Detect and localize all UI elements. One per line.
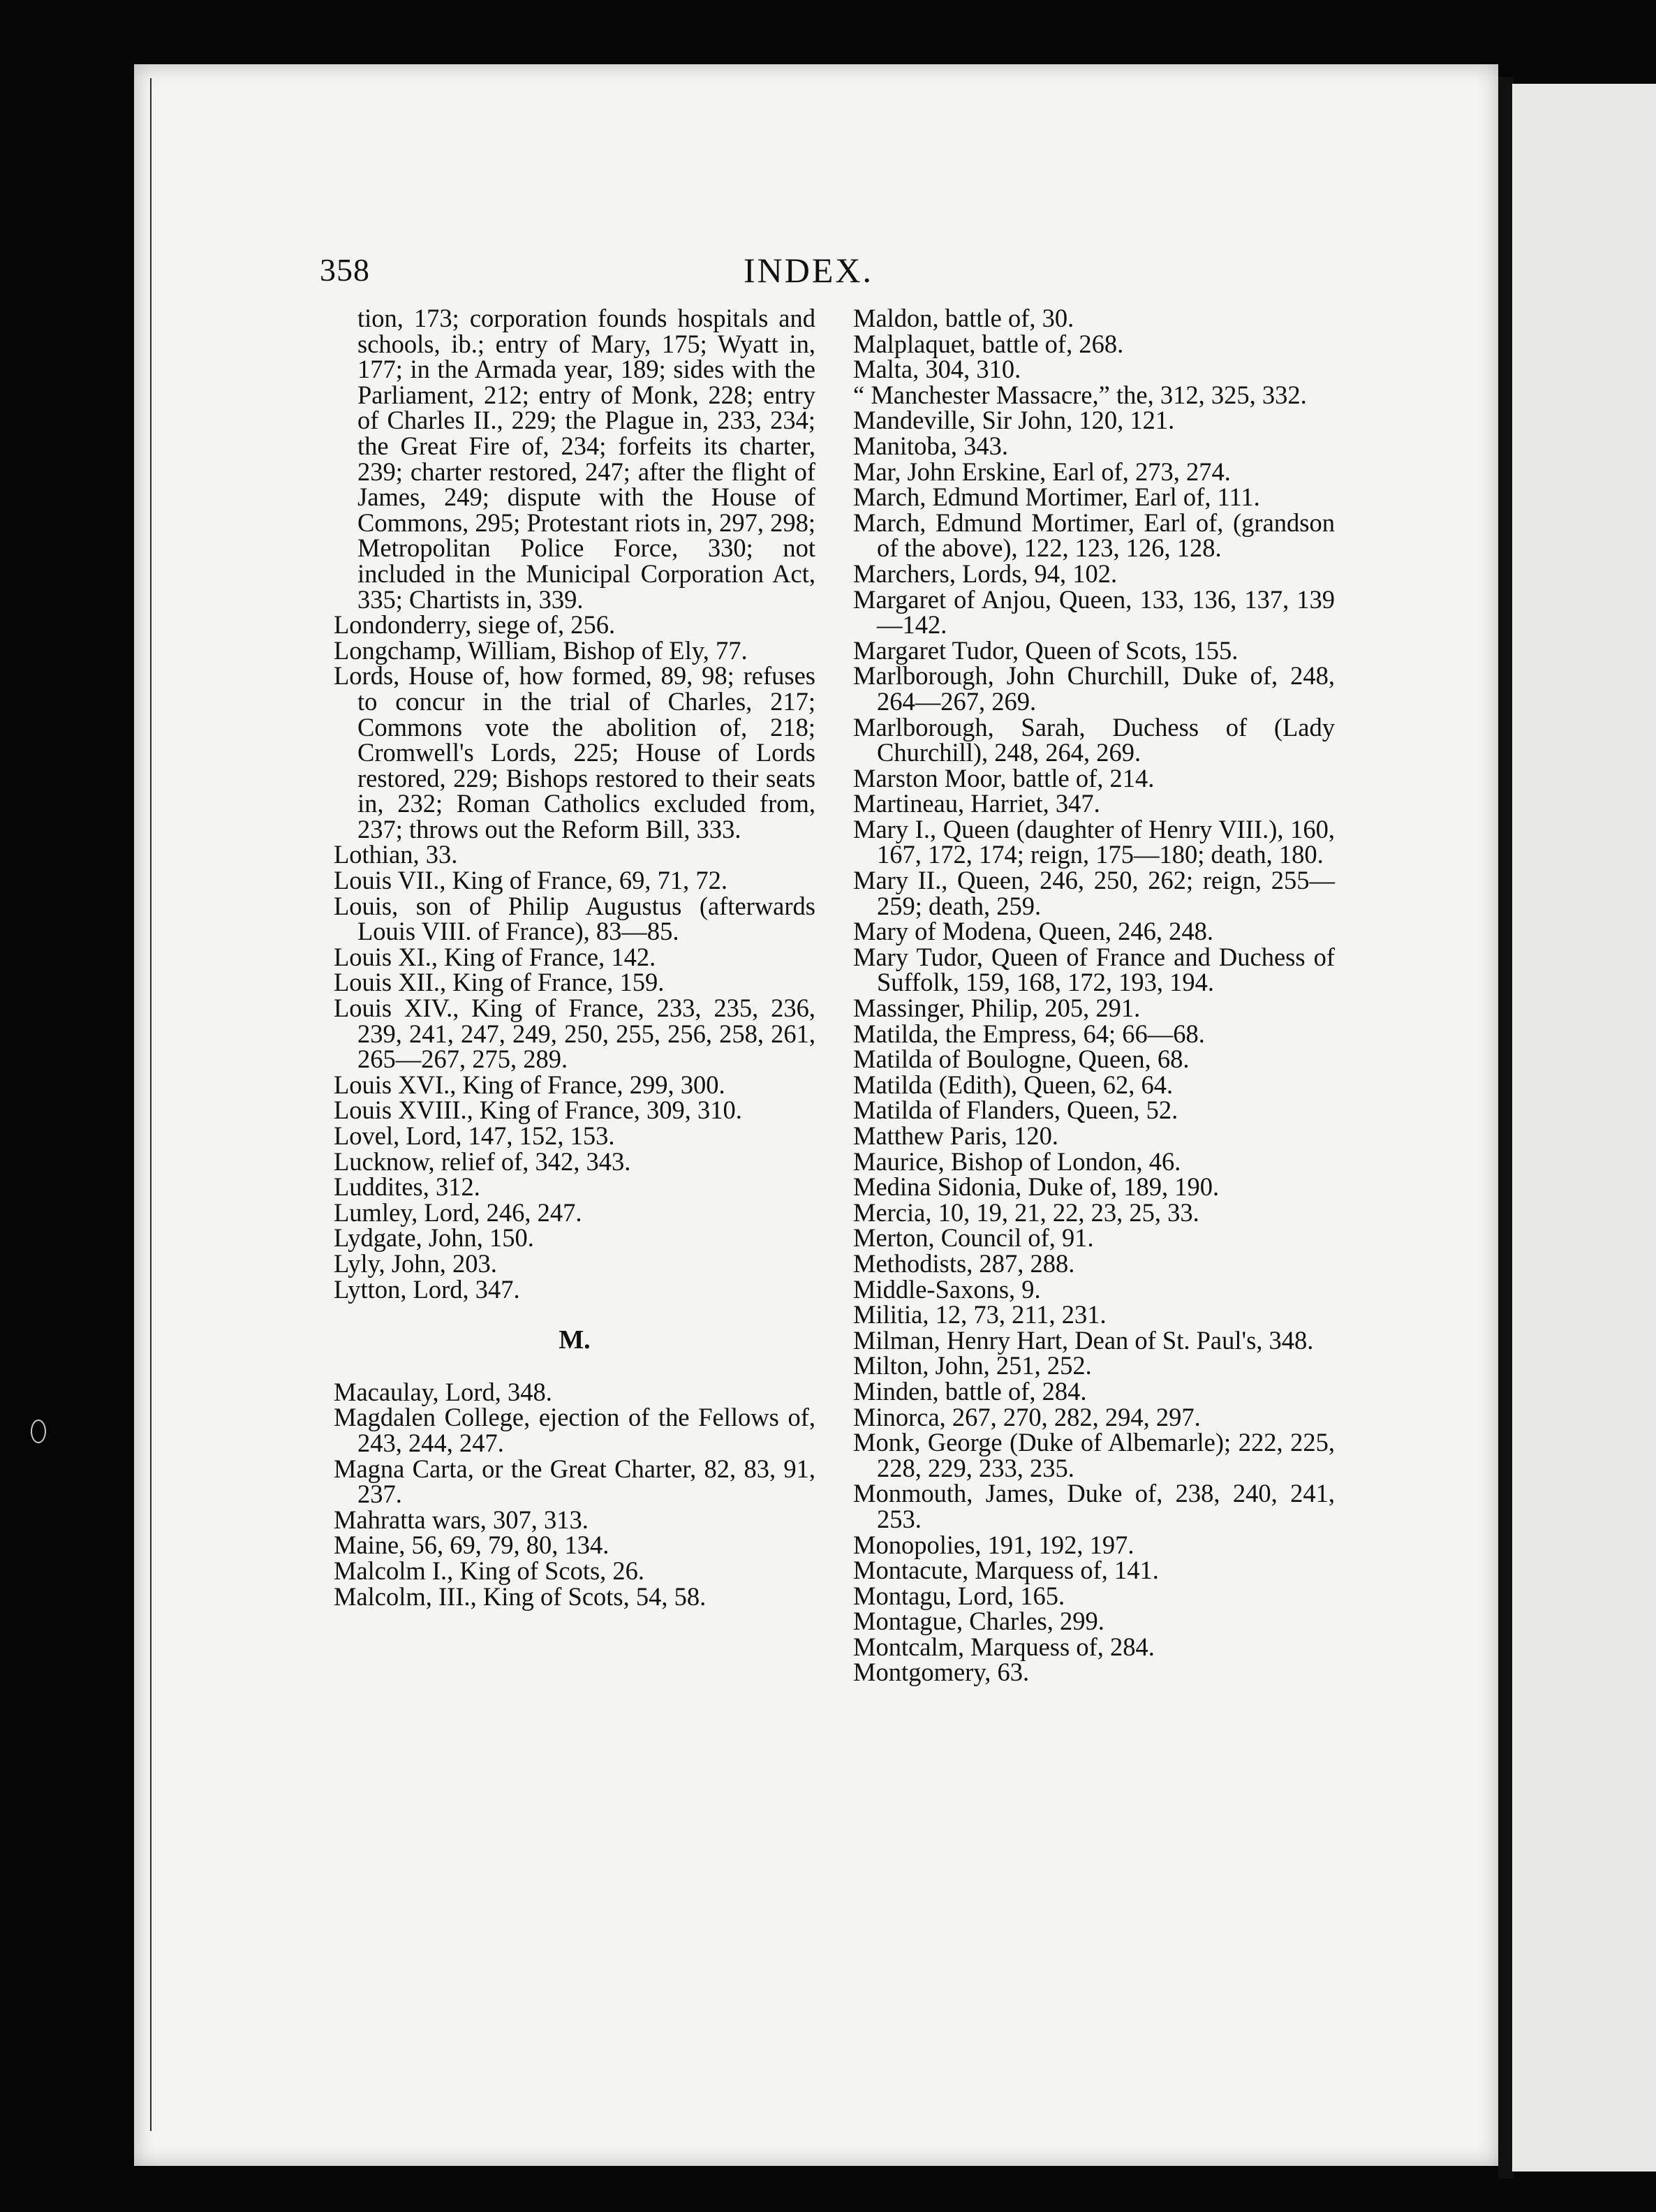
index-column-left <box>334 306 815 1609</box>
index-entries-m-left <box>334 1377 815 1611</box>
margin-ring-mark <box>31 1420 46 1443</box>
index-entry: Matilda, the Empress, 64; 66—68. <box>853 1019 1205 1048</box>
index-entry: Lothian, 33. <box>334 840 458 869</box>
index-entry: Louis VII., King of France, 69, 71, 72. <box>334 866 727 895</box>
index-entry: Londonderry, siege of, 256. <box>334 610 616 640</box>
index-entry: Magdalen College, ejection of the Fellows of, 243, 244, 247. <box>334 1403 815 1457</box>
index-entry: “ Manchester Massacre,” the, 312, 325, 332. <box>853 380 1307 409</box>
index-entry: Marlborough, John Churchill, Duke of, 248, 264—267, 269. <box>853 661 1335 716</box>
section-letter-m: M. <box>559 1325 591 1355</box>
index-entry: Montcalm, Marquess of, 284. <box>853 1632 1155 1661</box>
index-entry: Lytton, Lord, 347. <box>334 1274 520 1304</box>
index-entry: Louis XIV., King of France, 233, 235, 236, 239, 241, 247, 249, 250, 255, 256, 258, 261, 265—267, 275, 289. <box>334 994 815 1074</box>
page-edge-line <box>150 78 151 2131</box>
index-entry: Longchamp, William, Bishop of Ely, 77. <box>334 635 748 665</box>
index-entry-continuation: tion, 173; corporation founds hospitals and schools, ib.; entry of Mary, 175; Wyatt in, 177; in the Armada year, 189; sides with the Parliament, 212; entry of Monk, 228; entry of Charles II., 229; the Plague in, 233, 234; the Great Fire of, 234; forfeits its charter, 239; charter restored, 247; after the flight of James, 249; dispute with the House of Commons, 295; Protestant riots in, 297, 298; Metropolitan Police Force, 330; not included in the Municipal Corporation Act, 335; Chartists in, 339. <box>357 304 816 614</box>
index-entry: Minorca, 267, 270, 282, 294, 297. <box>853 1402 1201 1431</box>
index-entry: Maurice, Bishop of London, 46. <box>853 1146 1181 1176</box>
index-entry: Mar, John Erskine, Earl of, 273, 274. <box>853 457 1231 486</box>
facing-page-shadow <box>1498 77 1514 2178</box>
index-entry: Marchers, Lords, 94, 102. <box>853 559 1118 588</box>
index-entry: Montagu, Lord, 165. <box>853 1581 1065 1610</box>
index-entries-m-right <box>853 306 1335 1686</box>
index-entry: Lyly, John, 203. <box>334 1248 497 1278</box>
index-entry: Mary of Modena, Queen, 246, 248. <box>853 917 1213 946</box>
index-entry: Louis XVI., King of France, 299, 300. <box>334 1070 725 1099</box>
facing-page-edge <box>1512 84 1656 2172</box>
index-entry: Montacute, Marquess of, 141. <box>853 1556 1159 1585</box>
index-entry: Methodists, 287, 288. <box>853 1248 1075 1278</box>
index-entry: Mary II., Queen, 246, 250, 262; reign, 255—259; death, 259. <box>853 866 1335 920</box>
index-entry: Malta, 304, 310. <box>853 355 1021 384</box>
page-number: 358 <box>320 252 370 288</box>
index-entry: Malcolm I., King of Scots, 26. <box>334 1556 645 1585</box>
index-entry: Milton, John, 251, 252. <box>853 1351 1092 1380</box>
index-entry: Militia, 12, 73, 211, 231. <box>853 1300 1107 1329</box>
index-entry: Lumley, Lord, 246, 247. <box>334 1197 582 1227</box>
index-entry: Mary I., Queen (daughter of Henry VIII.), 160, 167, 172, 174; reign, 175—180; death, 180. <box>853 814 1335 869</box>
index-entry: Maine, 56, 69, 79, 80, 134. <box>334 1531 609 1560</box>
index-entry: Margaret of Anjou, Queen, 133, 136, 137, 139—142. <box>853 584 1335 640</box>
index-entry: Marston Moor, battle of, 214. <box>853 763 1155 792</box>
index-entry: Matilda (Edith), Queen, 62, 64. <box>853 1070 1174 1099</box>
index-entry: Lydgate, John, 150. <box>334 1223 534 1253</box>
index-entry: Louis XVIII., King of France, 309, 310. <box>334 1096 742 1125</box>
index-entry: March, Edmund Mortimer, Earl of, 111. <box>853 482 1260 512</box>
index-entry: Medina Sidonia, Duke of, 189, 190. <box>853 1172 1220 1202</box>
index-entry: Merton, Council of, 91. <box>853 1223 1094 1253</box>
index-entry: Massinger, Philip, 205, 291. <box>853 994 1141 1023</box>
index-entry: Martineau, Harriet, 347. <box>853 789 1100 818</box>
index-entry: Matilda of Flanders, Queen, 52. <box>853 1096 1178 1125</box>
index-entry: Louis XI., King of France, 142. <box>334 942 656 971</box>
index-entry: Malplaquet, battle of, 268. <box>853 329 1124 358</box>
index-entry: Mahratta wars, 307, 313. <box>334 1505 589 1534</box>
index-entry: Mandeville, Sir John, 120, 121. <box>853 406 1175 435</box>
index-entry: Matilda of Boulogne, Queen, 68. <box>853 1045 1190 1074</box>
index-entry: Middle-Saxons, 9. <box>853 1274 1041 1304</box>
index-entry: Milman, Henry Hart, Dean of St. Paul's, 348. <box>853 1325 1314 1355</box>
index-entry: Monmouth, James, Duke of, 238, 240, 241, 253. <box>853 1479 1335 1533</box>
index-entry: Louis, son of Philip Augustus (afterwards Louis VIII. of France), 83—85. <box>334 891 815 946</box>
index-entry: March, Edmund Mortimer, Earl of, (grandson of the above), 122, 123, 126, 128. <box>853 508 1335 563</box>
index-entry: Manitoba, 343. <box>853 431 1009 460</box>
index-entry: Louis XII., King of France, 159. <box>334 968 665 997</box>
index-entry: Matthew Paris, 120. <box>853 1121 1058 1150</box>
running-head: INDEX. <box>744 251 874 290</box>
index-entry: Monk, George (Duke of Albemarle); 222, 225, 228, 229, 233, 235. <box>853 1428 1335 1482</box>
index-entry: Maldon, battle of, 30. <box>853 304 1074 332</box>
index-entry: Margaret Tudor, Queen of Scots, 155. <box>853 635 1239 665</box>
index-entry: Magna Carta, or the Great Charter, 82, 83, 91, 237. <box>334 1454 815 1509</box>
index-entry: Marlborough, Sarah, Duchess of (Lady Churchill), 248, 264, 269. <box>853 712 1335 767</box>
index-entry: Malcolm, III., King of Scots, 54, 58. <box>334 1581 707 1611</box>
index-entry: Minden, battle of, 284. <box>853 1376 1087 1406</box>
index-entry: Montague, Charles, 299. <box>853 1607 1104 1636</box>
index-entry: Lovel, Lord, 147, 152, 153. <box>334 1121 615 1150</box>
index-column-right <box>853 306 1335 1686</box>
index-entry: Macaulay, Lord, 348. <box>334 1377 552 1406</box>
index-entry: Monopolies, 191, 192, 197. <box>853 1530 1134 1559</box>
index-entries-l <box>334 612 815 1302</box>
index-entry: Luddites, 312. <box>334 1172 480 1202</box>
index-entry: Montgomery, 63. <box>853 1658 1030 1687</box>
index-entry: Mercia, 10, 19, 21, 22, 23, 25, 33. <box>853 1197 1199 1227</box>
index-entry: Mary Tudor, Queen of France and Duchess of Suffolk, 159, 168, 172, 193, 194. <box>853 942 1335 997</box>
index-entry: Lords, House of, how formed, 89, 98; refuses to concur in the trial of Charles, 217; Commons vote the abolition of, 218; Cromwell's Lords, 225; House of Lords restored, 229; Bishops restored to their seats in, 232; Roman Catholics excluded from, 237; throws out the Reform Bill, 333. <box>334 661 815 843</box>
index-entry: Lucknow, relief of, 342, 343. <box>334 1146 631 1176</box>
